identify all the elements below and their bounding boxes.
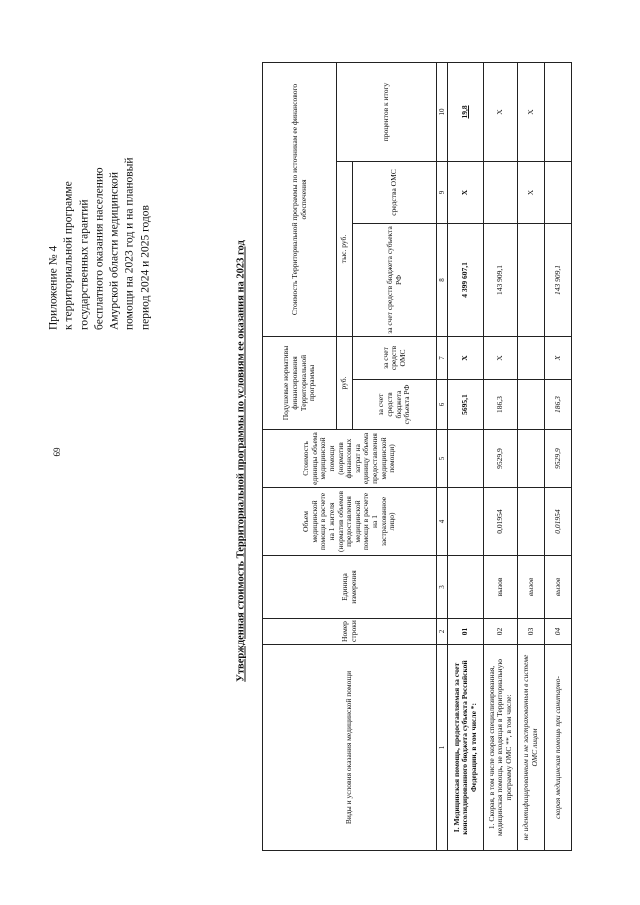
row-per-capita-oms: Х xyxy=(484,336,518,379)
column-index: 8 xyxy=(437,223,448,336)
row-volume xyxy=(448,488,484,556)
row-cost-oms: Х xyxy=(448,161,484,223)
cost-table xyxy=(262,62,572,851)
row-volume xyxy=(518,488,545,556)
row-per-capita-oms: Х xyxy=(545,336,572,379)
table-row xyxy=(545,62,572,850)
row-volume: 0,01954 xyxy=(545,488,572,556)
header-unit-cost: Стоимость единицы объема медицинской помощи (норматив финансовых затрат на единицу объема предоставления медицинской помощи) xyxy=(263,430,437,488)
header-cost-budget: за счет средств бюджета субъекта РФ xyxy=(353,223,437,336)
header-volume: Объем медицинской помощи в расчете на 1 жителя (норматив объемов предоставления медицинской помощи в расчете на 1 застрахованное лицо) xyxy=(263,488,437,556)
row-unit: вызов xyxy=(518,556,545,619)
cost-table-container xyxy=(262,63,570,851)
row-unit-cost xyxy=(448,430,484,488)
column-index: 9 xyxy=(437,161,448,223)
header-unit: Единица измерения xyxy=(263,556,437,619)
row-volume: 0,01954 xyxy=(484,488,518,556)
row-cost-budget: 143 909,1 xyxy=(545,223,572,336)
row-number: 02 xyxy=(484,619,518,645)
column-index: 1 xyxy=(437,645,448,851)
row-unit-cost xyxy=(518,430,545,488)
row-name: I. Медицинская помощь, предоставляемая за счет консолидированного бюджета субъекта Российской Федерации, в том числе *: xyxy=(448,645,484,851)
header-cost-oms: средства ОМС xyxy=(353,161,437,223)
column-index: 2 xyxy=(437,619,448,645)
row-per-capita-budget xyxy=(518,380,545,430)
row-unit-cost: 9529,9 xyxy=(484,430,518,488)
appendix-line: бесплатного оказания населению xyxy=(93,167,106,330)
row-name: 1. Скорая, в том числе скорая специализированная, медицинская помощь, не входящая в Территориальную программу ОМС **, в том числе: xyxy=(484,645,518,851)
row-per-capita-oms: Х xyxy=(448,336,484,379)
row-cost-budget: 143 909,1 xyxy=(484,223,518,336)
row-cost-oms xyxy=(545,161,572,223)
row-per-capita-budget: 186,3 xyxy=(545,380,572,430)
row-percent: 19,8 xyxy=(448,62,484,161)
header-percent: процентов к итогу xyxy=(337,62,437,161)
header-per-capita: Подушевые нормативы финансирования Территориальной программы xyxy=(263,336,337,429)
appendix-line: Приложение № 4 xyxy=(47,245,60,330)
row-cost-oms: Х xyxy=(518,161,545,223)
appendix-line: период 2024 и 2025 годов xyxy=(139,205,152,330)
row-per-capita-budget: 186,3 xyxy=(484,380,518,430)
column-index: 7 xyxy=(437,336,448,379)
header-per-capita-oms: за счет средств ОМС xyxy=(353,336,437,379)
column-index: 5 xyxy=(437,430,448,488)
header-program-cost: Стоимость Территориальной программы по источникам ее финансового обеспечения xyxy=(263,62,337,336)
document-title: Утвержденная стоимость Территориальной программы по условиям ее оказания на 2023 год xyxy=(235,240,247,682)
header-per-capita-unit: руб. xyxy=(337,336,353,429)
row-cost-budget xyxy=(518,223,545,336)
appendix-line: к территориальной программе xyxy=(62,181,75,330)
row-percent: Х xyxy=(484,62,518,161)
column-index: 6 xyxy=(437,380,448,430)
header-service-type: Виды и условия оказания медицинской помощи xyxy=(263,645,437,851)
row-name: не идентифицированным и не застрахованным в системе ОМС лицам xyxy=(518,645,545,851)
header-program-cost-unit: тыс. руб. xyxy=(337,161,353,336)
row-unit: вызов xyxy=(484,556,518,619)
appendix-line: государственных гарантий xyxy=(78,199,91,330)
row-per-capita-oms xyxy=(518,336,545,379)
column-index-row xyxy=(437,62,448,850)
row-name: скорая медицинская помощь при санитарно- xyxy=(545,645,572,851)
row-cost-budget: 4 399 607,1 xyxy=(448,223,484,336)
row-number: 01 xyxy=(448,619,484,645)
row-number: 03 xyxy=(518,619,545,645)
table-row xyxy=(518,62,545,850)
column-index: 3 xyxy=(437,556,448,619)
header-row-number: Номер строки xyxy=(263,619,437,645)
appendix-note xyxy=(47,60,154,330)
row-unit-cost: 9529,9 xyxy=(545,430,572,488)
row-percent xyxy=(545,62,572,161)
row-per-capita-budget: 5695,1 xyxy=(448,380,484,430)
row-unit xyxy=(448,556,484,619)
column-index: 10 xyxy=(437,62,448,161)
table-row xyxy=(448,62,484,850)
appendix-line: помощи на 2023 год и на плановый xyxy=(123,157,136,330)
row-cost-oms xyxy=(484,161,518,223)
row-percent: Х xyxy=(518,62,545,161)
table-row xyxy=(484,62,518,850)
row-number: 04 xyxy=(545,619,572,645)
page-number: 69 xyxy=(52,447,62,457)
row-unit: вызов xyxy=(545,556,572,619)
header-per-capita-budget: за счет средств бюджета субъекта РФ xyxy=(353,380,437,430)
appendix-line: Амурской области медицинской xyxy=(108,172,121,330)
column-index: 4 xyxy=(437,488,448,556)
